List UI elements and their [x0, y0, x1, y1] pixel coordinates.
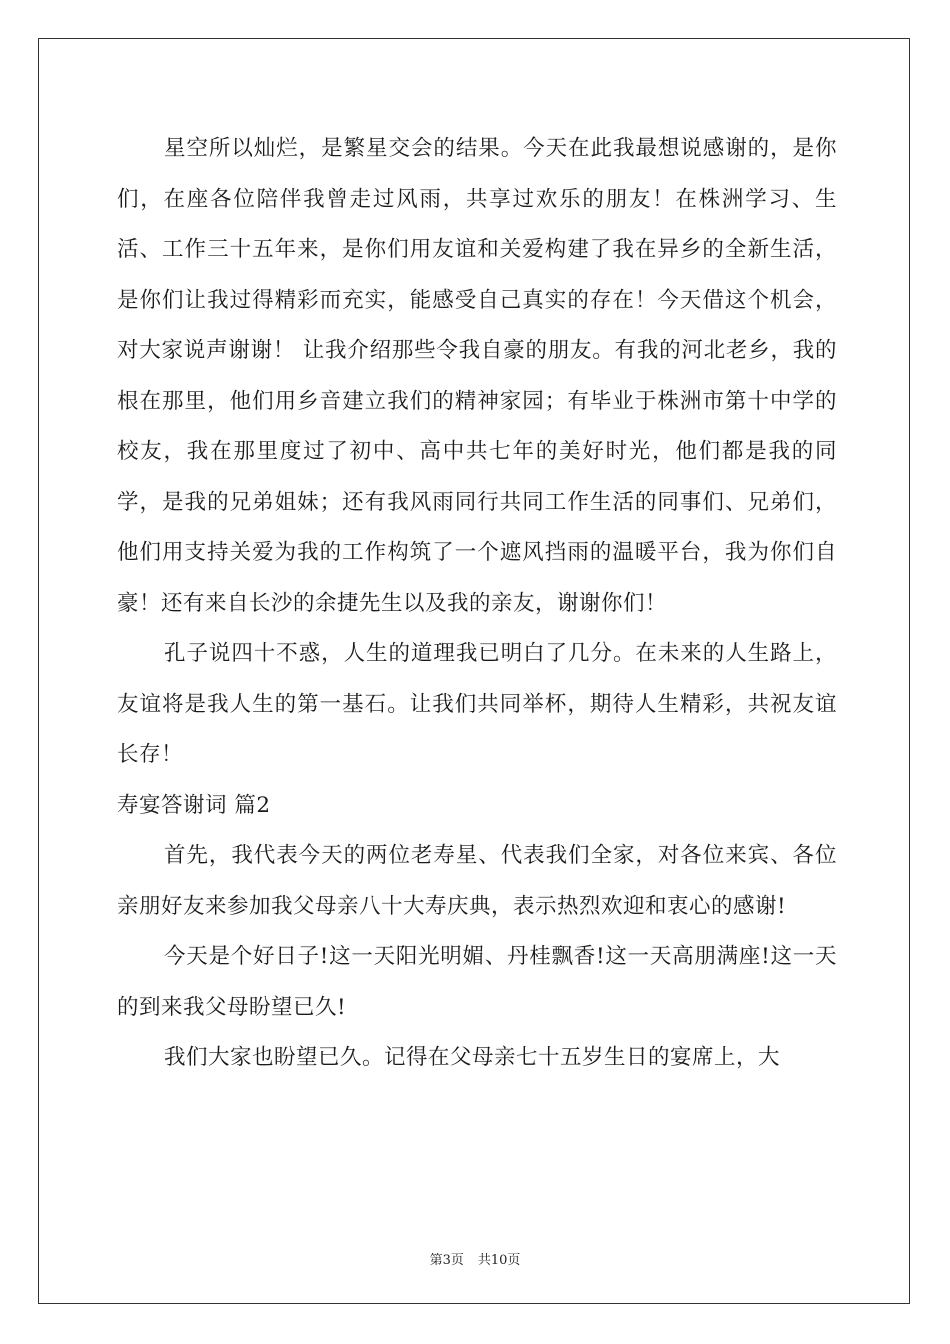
- page-footer: [0, 1249, 950, 1268]
- section-heading: 寿宴答谢词 篇2: [117, 792, 271, 818]
- paragraph: 星空所以灿烂，是繁星交会的结果。今天在此我最想说感谢的，是你们，在座各位陪伴我曾走过风雨，共享过欢乐的朋友！在株洲学习、生活、工作三十五年来，是你们用友谊和关爱构建了我在异乡的全新生活，是你们让我过得精彩而充实，能感受自己真实的存在！今天借这个机会，对大家说声谢谢！ 让我介绍那些令我自豪的朋友。有我的河北老乡，我的根在那里，他们用乡音建立我们的精神家园；有毕业于株洲市第十中学的校友，我在那里度过了初中、高中共七年的美好时光，他们都是我的同学，是我的兄弟姐妹；还有我风雨同行共同工作生活的同事们、兄弟们，他们用支持关爱为我的工作构筑了一个遮风挡雨的温暖平台，我为你们自豪！还有来自长沙的余捷先生以及我的亲友，谢谢你们！: [117, 136, 837, 616]
- page-total: 共10页: [477, 1253, 521, 1268]
- page-number: 第3页: [429, 1253, 464, 1268]
- paragraph: 首先，我代表今天的两位老寿星、代表我们全家，对各位来宾、各位亲朋好友来参加我父母亲八十大寿庆典，表示热烈欢迎和衷心的感谢!: [117, 843, 837, 919]
- paragraph: 我们大家也盼望已久。记得在父母亲七十五岁生日的宴席上，大: [164, 1045, 781, 1070]
- paragraph: 孔子说四十不惑，人生的道理我已明白了几分。在未来的人生路上，友谊将是我人生的第一基石。让我们共同举杯，期待人生精彩，共祝友谊长存！: [117, 641, 837, 767]
- document-body: [117, 124, 837, 1084]
- paragraph: 今天是个好日子!这一天阳光明媚、丹桂飘香!这一天高朋满座!这一天的到来我父母盼望已久!: [117, 944, 837, 1020]
